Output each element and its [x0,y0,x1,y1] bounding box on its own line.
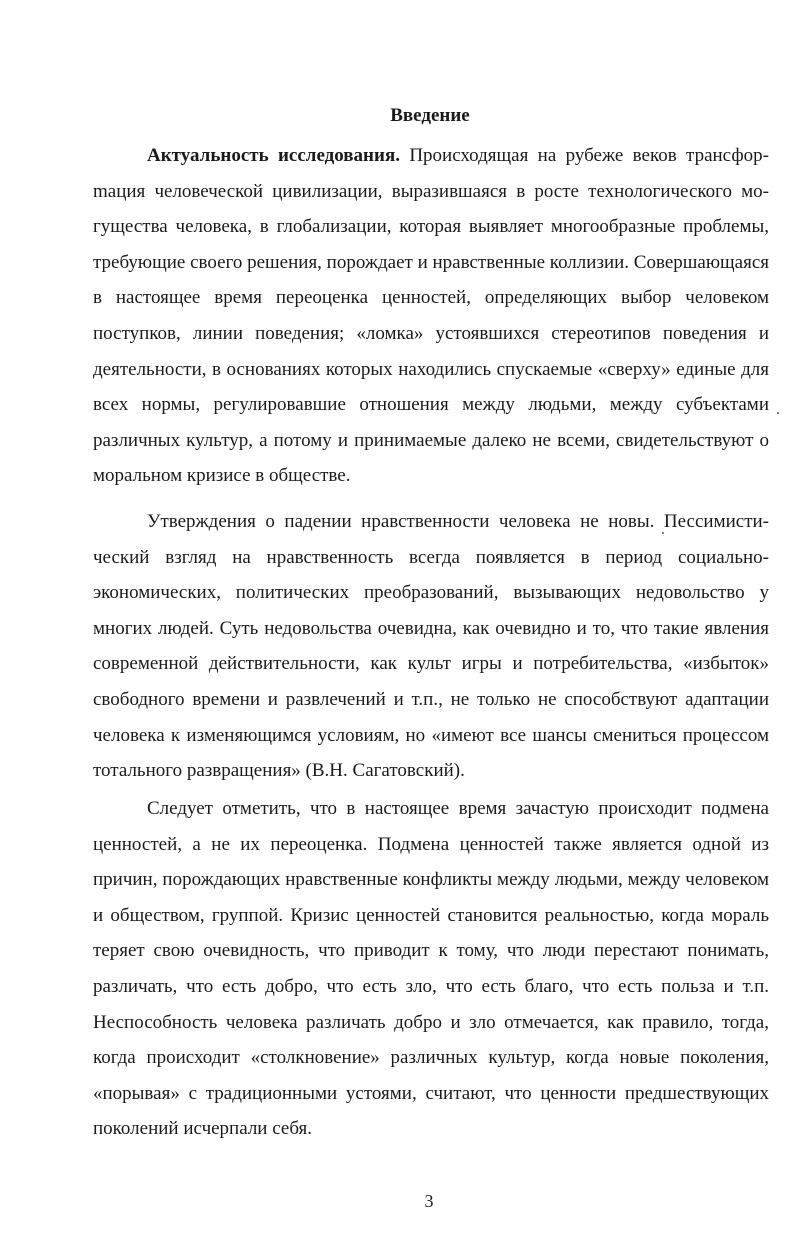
section-title: Введение [390,105,470,126]
scan-speck [777,412,779,414]
page-number: 3 [424,1191,434,1211]
paragraph-text: Происходящая на рубеже веков трансфорmация человеческой цивилизации, выразившаяся в росте технологического могущества человека, в глобализации, которая выявляет многообразные проблемы, требующие своего решения, порождает и нравственные коллизии. Совершающаяся в настоящее время переоценка ценностей, определяющих выбор человеком поступков, линии поведения; «ломка» устоявшихся стереотипов поведения и деятельности, в основаниях которых находились спускаемые «сверху» единые для всех нормы, регулировавшие отношения между людьми, между субъектами различных культур, а потому и принимаемые далеко не всеми, свидетельствуют о моральном кризисе в обществе. [93,145,769,487]
paragraph-moral-decline [93,504,769,789]
paragraph-lead: Актуальность исследования. [147,145,400,166]
paragraph-value-substitution [93,791,769,1147]
paragraph-relevance [93,138,769,494]
paragraph-text: Следует отметить, что в настоящее время зачастую происходит подмена ценностей, а не их переоценка. Подмена ценностей также является одной из причин, порождающих нравственные конфликты между людьми, между человеком и обществом, группой. Кризис ценностей становится реальностью, когда мораль теряет свою очевидность, что приводит к тому, что люди перестают понимать, различать, что есть добро, что есть зло, что есть благо, что есть польза и т.п. Неспособность человека различать добро и зло отмечается, как правило, тогда, когда происходит «столкновение» различных культур, когда новые поколения, «порывая» с традиционными устоями, считают, что ценности предшествующих поколений исчерпали себя. [93,798,769,1140]
paragraph-text: Утверждения о падении нравственности человека не новы. Пессимистический взгляд на нравственность всегда появляется в период социально-экономических, политических преобразований, вызывающих недовольство у многих людей. Суть недовольства очевидна, как очевидно и то, что такие явления современной действительности, как культ игры и потребительства, «избыток» свободного времени и развлечений и т.п., не только не способствуют адаптации человека к изменяющимся условиям, но «имеют все шансы смениться процессом тотального развращения» (В.Н. Сагатовский). [93,511,769,782]
scan-speck [662,532,664,534]
